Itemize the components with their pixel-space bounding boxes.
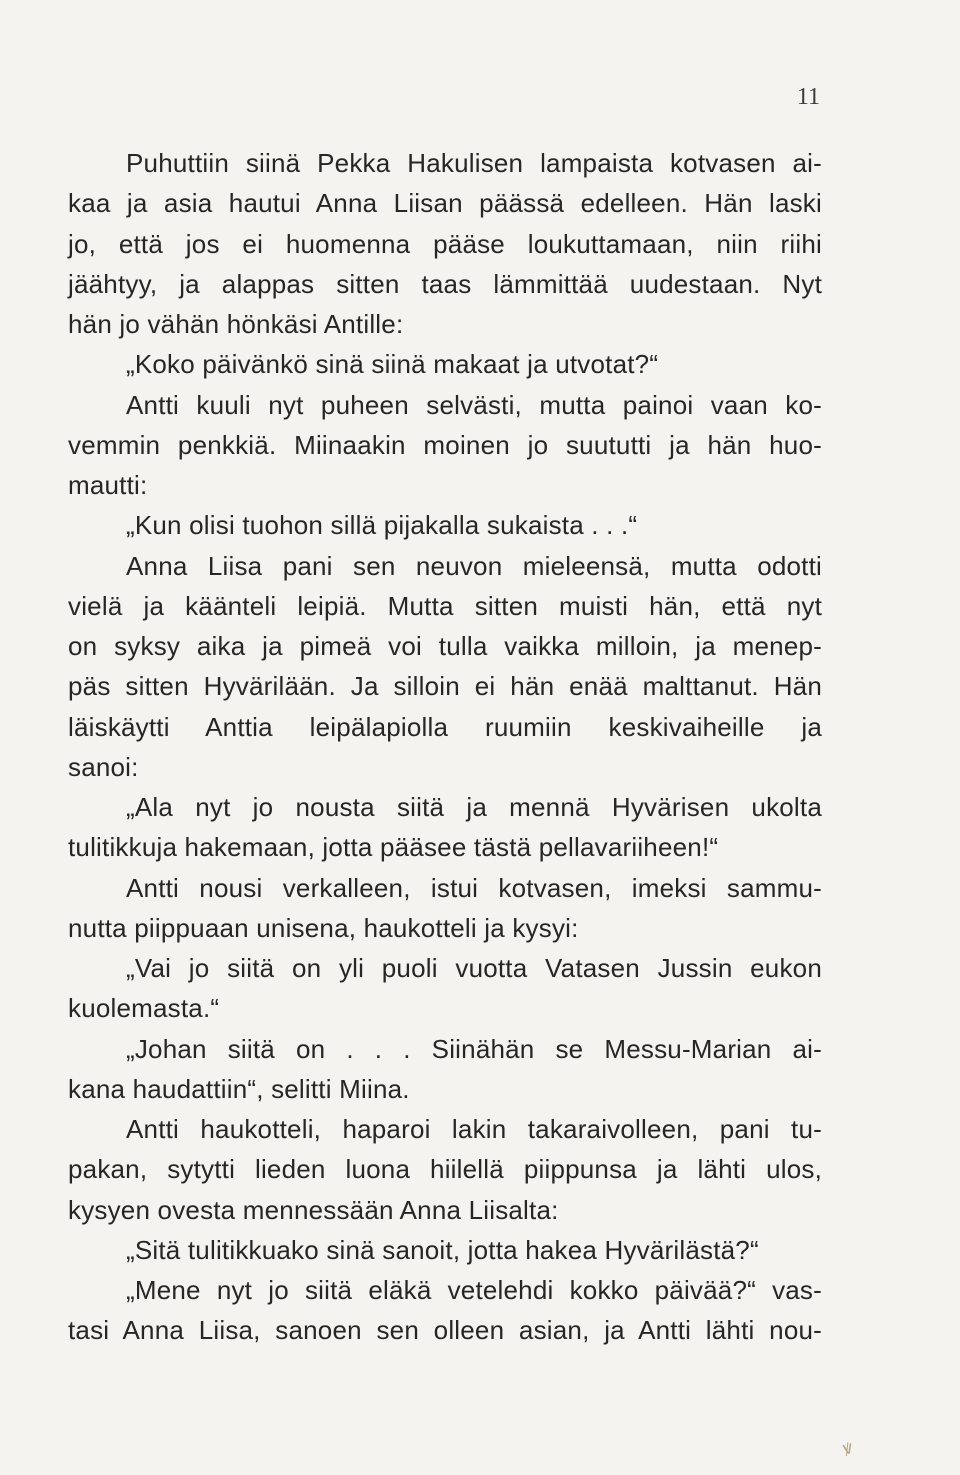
- text-line: „Ala nyt jo nousta siitä ja mennä Hyvärisen ukolta: [126, 792, 822, 822]
- text-line: Antti haukotteli, haparoi lakin takaraivolleen, pani tu-: [126, 1114, 822, 1144]
- text-line: nutta piippuaan unisena, haukotteli ja kysyi:: [68, 912, 579, 943]
- text-line: jo, että jos ei huomenna pääse loukuttamaan, niin riihi: [68, 228, 822, 259]
- text-line: pakan, sytytti lieden luona hiilellä piippunsa ja lähti ulos,: [68, 1154, 822, 1185]
- text-line: kysyen ovesta mennessään Anna Liisalta:: [68, 1194, 559, 1225]
- text-line: jäähtyy, ja alappas sitten taas lämmittää uudestaan. Nyt: [68, 268, 822, 299]
- text-line: hän jo vähän hönkäsi Antille:: [68, 309, 404, 339]
- text-line: on syksy aika ja pimeä voi tulla vaikka milloin, ja menep-: [68, 631, 822, 661]
- text-line: „Mene nyt jo siitä eläkä vetelehdi kokko päivää?“ vas-: [126, 1275, 822, 1305]
- text-line: kana haudattiin“, selitti Miina.: [68, 1073, 410, 1104]
- text-line: „Koko päivänkö sinä siinä makaat ja utvotat?“: [126, 349, 659, 380]
- text-line: läiskäytti Anttia leipälapiolla ruumiin keskivaiheille ja: [68, 711, 822, 742]
- text-line: vielä ja käänteli leipiä. Mutta sitten muisti hän, että nyt: [68, 590, 822, 621]
- text-line: tasi Anna Liisa, sanoen sen olleen asian, ja Antti lähti nou-: [68, 1315, 822, 1346]
- text-line: päs sitten Hyvärilään. Ja silloin ei hän enää malttanut. Hän: [68, 671, 822, 702]
- text-line: sanoi:: [68, 751, 139, 782]
- text-line: „Sitä tulitikkuako sinä sanoit, jotta hakea Hyvärilästä?“: [126, 1234, 759, 1265]
- page-number: 11: [796, 84, 820, 110]
- text-line: Antti nousi verkalleen, istui kotvasen, imeksi sammu-: [126, 872, 822, 903]
- text-line: Puhuttiin siinä Pekka Hakulisen lampaista kotvasen ai-: [126, 148, 822, 178]
- text-line: Anna Liisa pani sen neuvon mieleensä, mutta odotti: [126, 550, 822, 581]
- body-text: [68, 143, 822, 1351]
- text-line: tulitikkuja hakemaan, jotta pääsee tästä pellavariiheen!“: [68, 832, 719, 863]
- text-line: vemmin penkkiä. Miinaakin moinen jo suututti ja hän huo-: [68, 429, 822, 460]
- scan-smudge-mark: ꝟ: [840, 1437, 854, 1459]
- text-line: Antti kuuli nyt puheen selvästi, mutta painoi vaan ko-: [126, 389, 822, 420]
- text-line: „Kun olisi tuohon sillä pijakalla sukaista . . .“: [126, 510, 638, 541]
- text-line: kuolemasta.“: [68, 993, 220, 1024]
- text-line: „Johan siitä on . . . Siinähän se Messu-Marian ai-: [126, 1033, 822, 1064]
- text-line: kaa ja asia hautui Anna Liisan päässä edelleen. Hän laski: [68, 188, 822, 219]
- text-line: mautti:: [68, 470, 148, 500]
- text-line: „Vai jo siitä on yli puoli vuotta Vatasen Jussin eukon: [126, 953, 822, 983]
